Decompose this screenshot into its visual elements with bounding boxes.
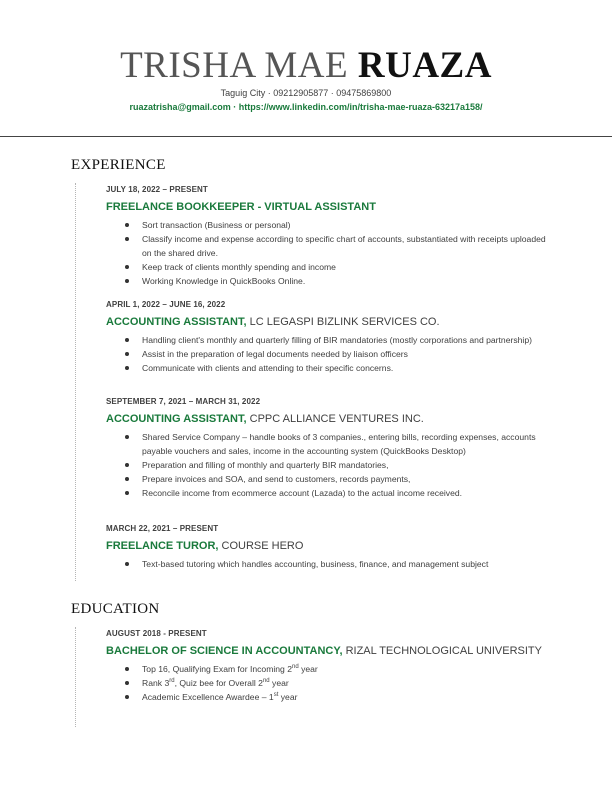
duty-item: Sort transaction (Business or personal) [106,218,546,232]
education-achievements [106,662,546,704]
last-name: RUAZA [357,45,492,86]
duty-item: Communicate with clients and attending to their specific concerns. [106,361,546,375]
experience-heading: EXPERIENCE [71,157,166,173]
job-duties [106,557,546,571]
job-entry [106,300,546,375]
header-divider [0,136,612,137]
education-timeline [75,627,76,727]
job-entry [106,185,546,288]
job-role: FREELANCE BOOKKEEPER - VIRTUAL ASSISTANT [106,201,376,213]
degree-name: BACHELOR OF SCIENCE IN ACCOUNTANCY, [106,645,343,657]
education-heading: EDUCATION [71,601,160,617]
achievement-item: Rank 3rd, Quiz bee for Overall 2nd year [106,676,546,690]
duty-item: Text-based tutoring which handles accounting, business, finance, and management subject [106,557,546,571]
duty-item: Assist in the preparation of legal documents needed by liaison officers [106,347,546,361]
job-date: SEPTEMBER 7, 2021 – MARCH 31, 2022 [106,397,261,406]
job-role: ACCOUNTING ASSISTANT, [106,316,247,328]
achievement-item: Academic Excellence Awardee – 1st year [106,690,546,704]
contact-links [0,101,612,113]
email-link[interactable]: ruazatrisha@gmail.com [129,102,231,112]
job-title [106,200,546,214]
job-entry [106,397,546,500]
job-date: APRIL 1, 2022 – JUNE 16, 2022 [106,300,226,309]
job-role: ACCOUNTING ASSISTANT, [106,413,247,425]
job-entry [106,524,546,571]
experience-timeline [75,183,76,581]
job-role: FREELANCE TUROR, [106,540,219,552]
resume-header [0,0,612,138]
duty-item: Handling client's monthly and quarterly filling of BIR mandatories (mostly corporations and partnership) [106,333,546,347]
education-entry [106,629,546,704]
job-title [106,412,546,426]
duty-item: Keep track of clients monthly spending and income [106,260,546,274]
link-separator: · [230,102,239,112]
duty-item: Reconcile income from ecommerce account (Lazada) to the actual income received. [106,486,546,500]
candidate-name [0,44,612,88]
duty-item: Classify income and expense according to specific chart of accounts, substantiated with receipts uploaded on the shared drive. [106,232,546,260]
first-names: TRISHA MAE [120,45,349,86]
job-duties [106,430,546,500]
achievement-item: Top 16, Qualifying Exam for Incoming 2nd year [106,662,546,676]
education-date: AUGUST 2018 - PRESENT [106,629,207,638]
job-company: LC LEGASPI BIZLINK SERVICES CO. [246,316,440,328]
degree-title [106,644,546,658]
job-company: CPPC ALLIANCE VENTURES INC. [246,413,424,425]
duty-item: Prepare invoices and SOA, and send to customers, records payments, [106,472,546,486]
school-name: RIZAL TECHNOLOGICAL UNIVERSITY [342,645,542,657]
job-date: MARCH 22, 2021 – PRESENT [106,524,219,533]
job-company: COURSE HERO [218,540,304,552]
duty-item: Shared Service Company – handle books of 3 companies., entering bills, recording expenses, accounts payable vouchers and sales, income in the accounting system (QuickBooks Desktop) [106,430,546,458]
contact-line: Taguig City · 09212905877 · 09475869800 [220,88,392,98]
job-title [106,315,546,329]
linkedin-link[interactable]: https://www.linkedin.com/in/trisha-mae-ruaza-63217a158/ [238,102,483,112]
job-duties [106,218,546,288]
job-duties [106,333,546,375]
duty-item: Working Knowledge in QuickBooks Online. [106,274,546,288]
duty-item: Preparation and filling of monthly and quarterly BIR mandatories, [106,458,546,472]
job-date: JULY 18, 2022 – PRESENT [106,185,208,194]
job-title [106,539,546,553]
